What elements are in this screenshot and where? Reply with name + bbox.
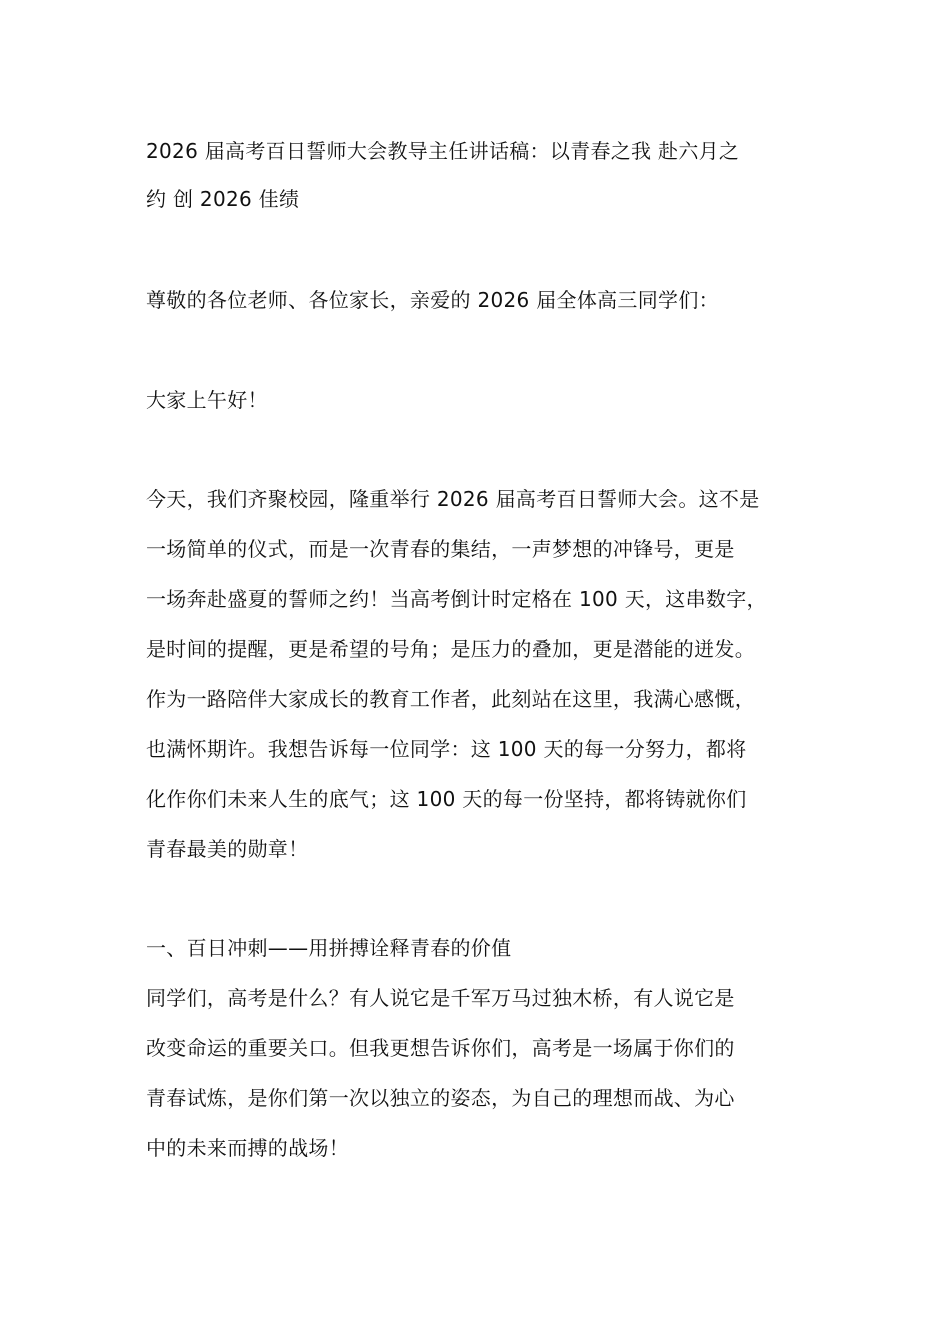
salutation: 尊敬的各位老师、各位家长，亲爱的 2026 届全体高三同学们： [146,288,719,312]
intro-line: 化作你们未来人生的底气；这 100 天的每一份坚持，都将铸就你们 [146,787,747,811]
greeting: 大家上午好！ [146,388,268,412]
section-line: 同学们，高考是什么？有人说它是千军万马过独木桥，有人说它是 [146,986,735,1010]
title-line-2: 约 创 2026 佳绩 [146,187,300,211]
intro-line: 青春最美的勋章！ [146,837,309,861]
intro-line: 一场奔赴盛夏的誓师之约！当高考倒计时定格在 100 天，这串数字， [146,587,767,611]
intro-line: 也满怀期许。我想告诉每一位同学：这 100 天的每一分努力，都将 [146,737,747,761]
intro-line: 是时间的提醒，更是希望的号角；是压力的叠加，更是潜能的迸发。 [146,637,755,661]
intro-line: 作为一路陪伴大家成长的教育工作者，此刻站在这里，我满心感慨， [146,687,755,711]
intro-line: 一场简单的仪式，而是一次青春的集结，一声梦想的冲锋号，更是 [146,537,735,561]
section-line: 中的未来而搏的战场！ [146,1136,349,1160]
section-line: 改变命运的重要关口。但我更想告诉你们，高考是一场属于你们的 [146,1036,735,1060]
section-line: 青春试炼，是你们第一次以独立的姿态，为自己的理想而战、为心 [146,1086,735,1110]
intro-line: 今天，我们齐聚校园，隆重举行 2026 届高考百日誓师大会。这不是 [146,487,760,511]
section-heading: 一、百日冲刺——用拼搏诠释青春的价值 [146,936,512,960]
title-line-1: 2026 届高考百日誓师大会教导主任讲话稿：以青春之我 赴六月之 [146,139,740,163]
